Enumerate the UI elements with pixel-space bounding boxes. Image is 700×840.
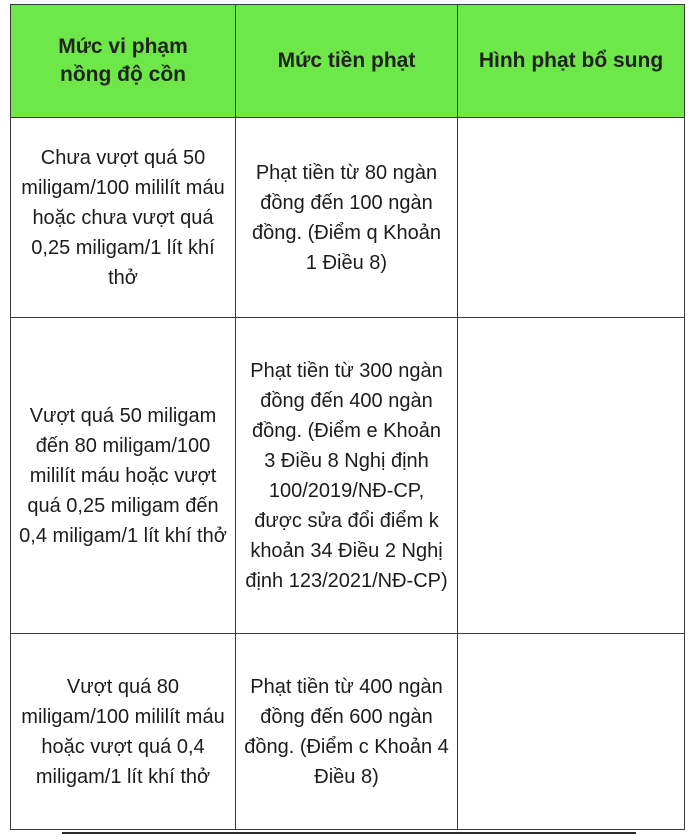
additional-penalty-cell (458, 634, 685, 830)
violation-level-cell: Chưa vượt quá 50 miligam/100 mililít máu hoặc chưa vượt quá 0,25 miligam/1 lít khí thở (11, 118, 236, 318)
alcohol-fine-table (10, 4, 685, 830)
fine-amount-cell: Phạt tiền từ 400 ngàn đồng đến 600 ngàn đồng. (Điểm c Khoản 4 Điều 8) (236, 634, 458, 830)
table-header-row (11, 5, 685, 118)
header-violation-level-line2: nồng độ cồn (60, 63, 186, 86)
header-violation-level-line1: Mức vi phạm (58, 35, 188, 58)
header-additional-penalty: Hình phạt bổ sung (458, 5, 685, 118)
additional-penalty-cell (458, 118, 685, 318)
bottom-divider (62, 832, 636, 834)
fine-amount-cell: Phạt tiền từ 80 ngàn đồng đến 100 ngàn đồng. (Điểm q Khoản 1 Điều 8) (236, 118, 458, 318)
violation-level-cell: Vượt quá 50 miligam đến 80 miligam/100 mililít máu hoặc vượt quá 0,25 miligam đến 0,4 miligam/1 lít khí thở (11, 318, 236, 634)
table-row (11, 634, 685, 830)
table-row (11, 318, 685, 634)
violation-level-cell: Vượt quá 80 miligam/100 mililít máu hoặc vượt quá 0,4 miligam/1 lít khí thở (11, 634, 236, 830)
header-fine-amount: Mức tiền phạt (236, 5, 458, 118)
header-violation-level (11, 5, 236, 118)
additional-penalty-cell (458, 318, 685, 634)
table-row (11, 118, 685, 318)
fine-amount-cell: Phạt tiền từ 300 ngàn đồng đến 400 ngàn đồng. (Điểm e Khoản 3 Điều 8 Nghị định 100/2019/NĐ-CP, được sửa đổi điểm k khoản 34 Điều 2 Nghị định 123/2021/NĐ-CP) (236, 318, 458, 634)
